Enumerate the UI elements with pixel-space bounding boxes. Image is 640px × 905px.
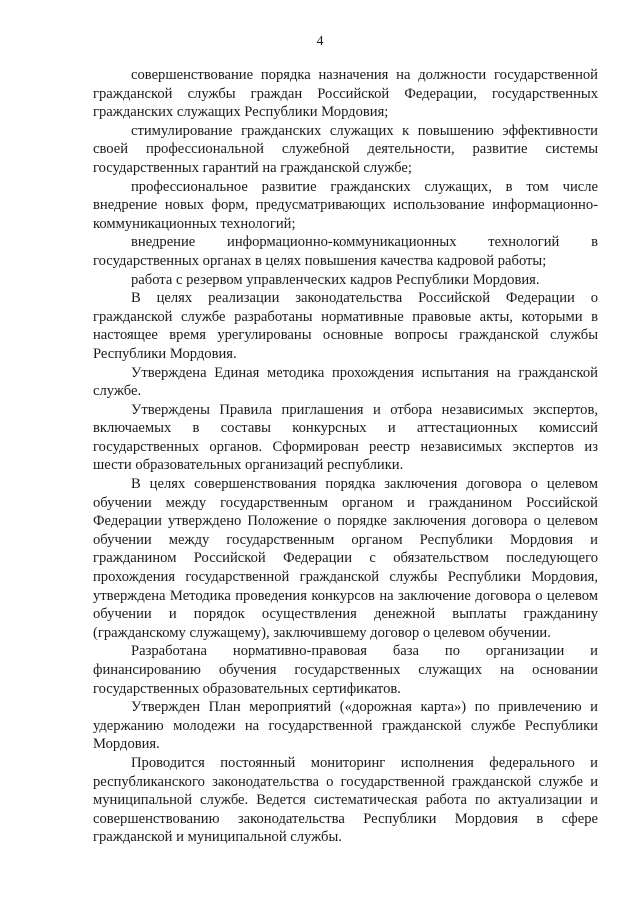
paragraph-legal-acts: В целях реализации законодательства Российской Федерации о гражданской службе разработаны нормативные правовые акты, которыми в настоящее время урегулированы основные вопросы гражданской службы Республики Мордовия. bbox=[93, 290, 598, 362]
paragraph-motivation: стимулирование гражданских служащих к повышению эффективности своей профессиональной служебной деятельности, развитие системы государственных гарантий на гражданской службе; bbox=[93, 122, 598, 176]
paragraph-independent-experts: Утверждены Правила приглашения и отбора независимых экспертов, включаемых в составы конкурсных и аттестационных комиссий государственных органов. Сформирован реестр независимых экспертов из шести образовательных организаций республики. bbox=[93, 401, 598, 474]
paragraph-probation-methodology: Утверждена Единая методика прохождения испытания на гражданской службе. bbox=[93, 364, 598, 400]
paragraph-personnel-reserve: работа с резервом управленческих кадров Республики Мордовия. bbox=[131, 271, 540, 288]
paragraph-roadmap: Утвержден План мероприятий («дорожная карта») по привлечению и удержанию молодежи на государственной гражданской службе Республики Мордовия. bbox=[93, 699, 598, 753]
paragraph-monitoring: Проводится постоянный мониторинг исполнения федерального и республиканского законодательства о государственной гражданской службе и муниципальной службе. Ведется систематическая работа по актуализации и совершенствованию законодательства Республики Мордовия в сфере гражданской и муниципальной службы. bbox=[93, 754, 598, 846]
page-number: 4 bbox=[316, 34, 324, 49]
paragraph-professional-development: профессиональное развитие гражданских служащих, в том числе внедрение новых форм, предусматривающих использование информационно-коммуникационных технологий; bbox=[93, 178, 598, 232]
document-body bbox=[93, 66, 598, 847]
paragraph-targeted-training: В целях совершенствования порядка заключения договора о целевом обучении между государственным органом и гражданином Российской Федерации утверждено Положение о порядке заключения договора о целевом обучении между государственным органом Республики Мордовия и гражданином Российской Федерации с обязательством последующего прохождения государственной гражданской службы Республики Мордовия, утверждена Методика проведения конкурсов на заключение договора о целевом обучении и порядок осуществления денежной выплаты гражданину (гражданскому служащему), заключившему договор о целевом обучении. bbox=[93, 476, 598, 641]
paragraph-appointment-procedure: совершенствование порядка назначения на должности государственной гражданской службы граждан Российской Федерации, государственных гражданских служащих Республики Мордовия; bbox=[93, 67, 598, 121]
paragraph-education-certificates: Разработана нормативно-правовая база по организации и финансированию обучения государственных служащих на основании государственных образовательных сертификатов. bbox=[93, 643, 598, 697]
paragraph-ict-implementation: внедрение информационно-коммуникационных технологий в государственных органах в целях повышения качества кадровой работы; bbox=[93, 234, 598, 269]
